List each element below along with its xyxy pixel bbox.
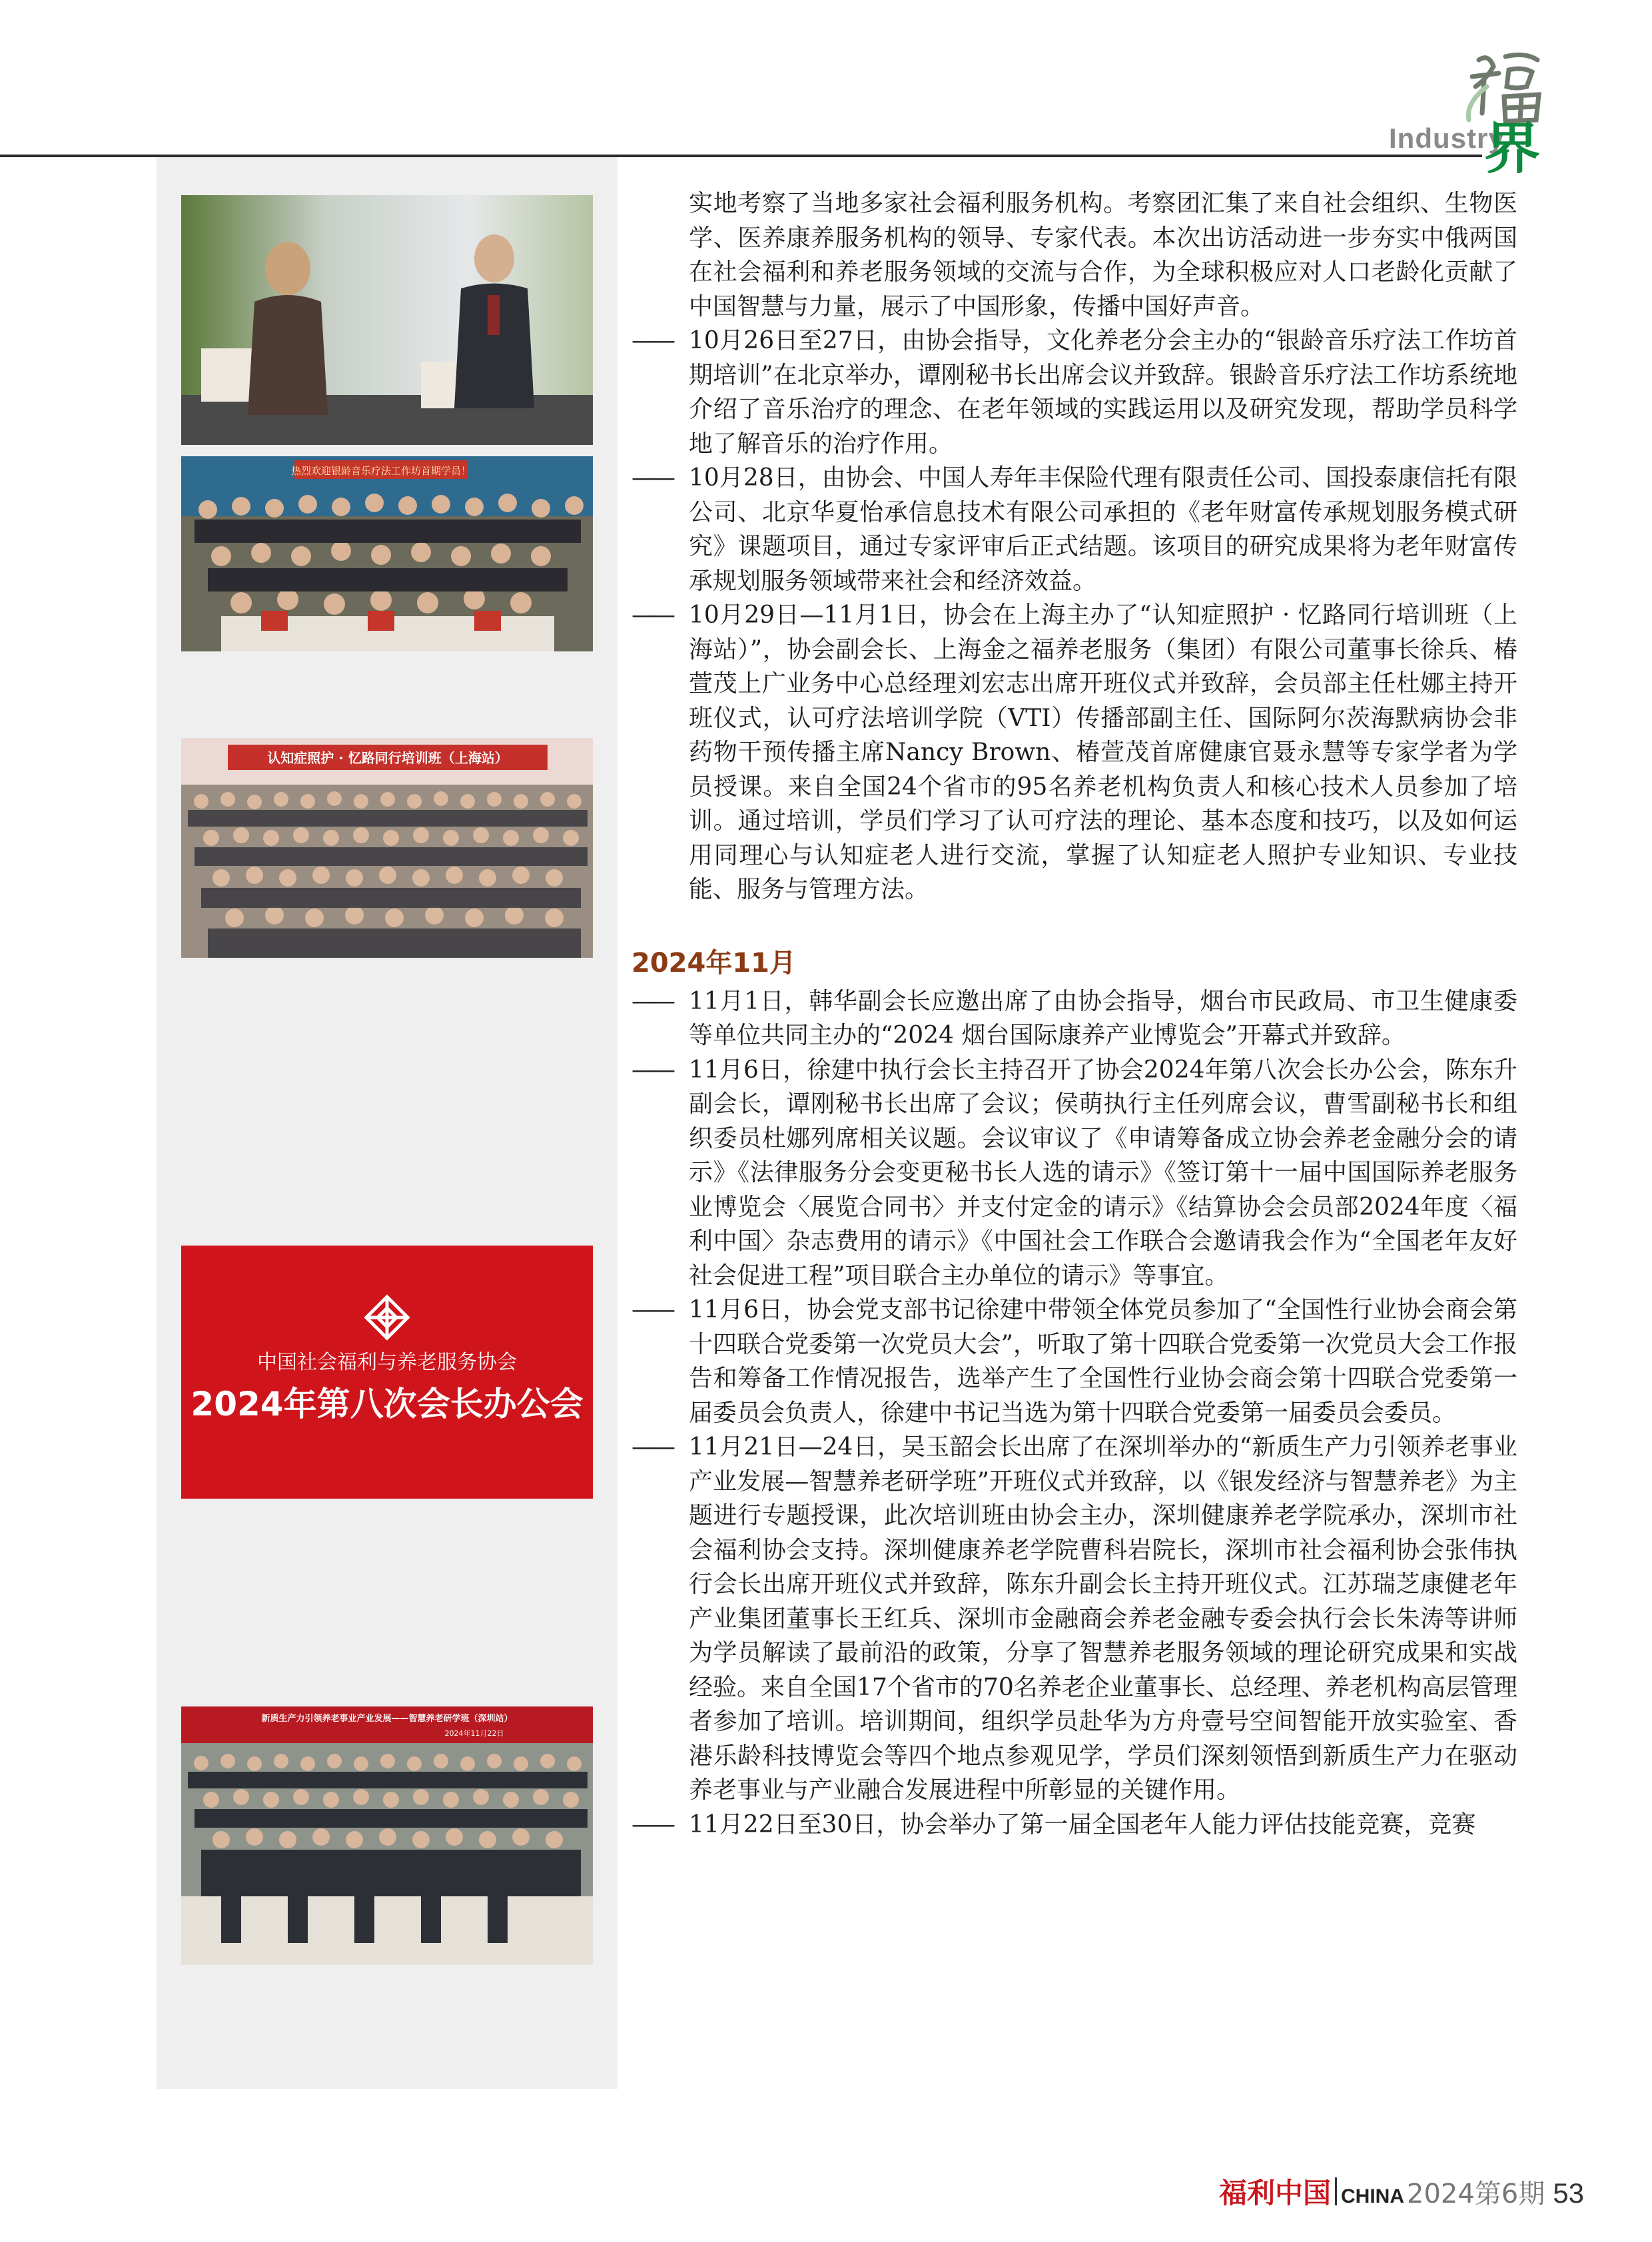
page-footer — [1219, 2171, 1584, 2211]
section-label-en: Industry — [1389, 123, 1505, 154]
paragraph-text: 11月22日至30日，协会举办了第一届全国老年人能力评估技能竞赛，竞赛 — [689, 1810, 1476, 1838]
photo5-banner: 新质生产力引领养老事业产业发展——智慧养老研学班（深圳站） — [261, 1714, 513, 1724]
em-dash-marker: —— — [631, 1056, 671, 1084]
em-dash-marker: —— — [631, 601, 671, 629]
paragraph-text: 10月29日—11月1日，协会在上海主办了“认知症照护 · 忆路同行培训班（上海站）”，协会副会长、上海金之福养老服务（集团）有限公司董事长徐兵、椿萱茂上广业务中心总经理刘宏志出席开班仪式并致辞，会员部主任杜娜主持开班仪式，认可疗法培训学院（VTI）传播部副主任、国际阿尔茨海默病协会非药物干预传播主席Nancy Brown、椿萱茂首席健康官聂永慧等专家学者为学员授课。来自全国24个省市的95名养老机构负责人和核心技术人员参加了培训。通过培训，学员们学习了认可疗法的理论、基本态度和技巧，以及如何运用同理心与认知症老人进行交流，掌握了认知症老人照护专业知识、专业技能、服务与管理方法。 — [689, 601, 1517, 903]
photo5-date: 2024年11月22日 — [444, 1729, 504, 1738]
photo4-title: 2024年第八次会长办公会 — [191, 1385, 584, 1423]
paragraph — [631, 1293, 1517, 1430]
em-dash-marker: —— — [631, 464, 671, 492]
paragraph-text: 11月21日—24日，吴玉韶会长出席了在深圳举办的“新质生产力引领养老事业产业发展—智慧养老研学班”开班仪式并致辞，以《银发经济与智慧养老》为主题进行专题授课，此次培训班由协会主办，深圳健康养老学院承办，深圳市社会福利协会支持。深圳健康养老学院曹科岩院长，深圳市社会福利协会张伟执行会长出席开班仪式并致辞，陈东升副会长主持开班仪式。江苏瑞芝康健老年产业集团董事长王红兵、深圳市金融商会养老金融专委会执行会长朱涛等讲师为学员解读了最前沿的政策，分享了智慧养老服务领域的理论研究成果和实战经验。来自全国17个省市的70名养老企业董事长、总经理、养老机构高层管理者参加了培训。培训期间，组织学员赴华为方舟壹号空间智能开放实验室、香港乐龄科技博览会等四个地点参观见学，学员们深刻领悟到新质生产力在驱动养老事业与产业融合发展进程中所彰显的关键作用。 — [689, 1433, 1517, 1804]
paragraph-group-october — [631, 187, 1517, 907]
section-label-cn: 界 — [1484, 116, 1541, 181]
photo3-banner: 认知症照护 · 忆路同行培训班（上海站） — [267, 750, 508, 766]
photo-dementia-training-group — [181, 738, 593, 958]
paragraph — [631, 324, 1517, 461]
em-dash-marker: —— — [631, 327, 671, 354]
magazine-name: 福利中国 — [1219, 2177, 1332, 2209]
paragraph — [631, 598, 1517, 907]
issue-number: 2024第6期 — [1407, 2179, 1545, 2209]
photo4-org: 中国社会福利与养老服务协会 — [257, 1351, 517, 1374]
paragraph-text: 11月1日，韩华副会长应邀出席了由协会指导，烟台市民政局、市卫生健康委等单位共同主办的“2024 烟台国际康养产业博览会”开幕式并致辞。 — [689, 987, 1517, 1049]
page-number: 53 — [1553, 2177, 1584, 2209]
month-heading: 2024年11月 — [631, 947, 796, 978]
article-body — [631, 187, 1517, 1842]
paragraph — [631, 1053, 1517, 1294]
paragraph — [631, 984, 1517, 1053]
paragraph-text: 10月26日至27日，由协会指导，文化养老分会主办的“银龄音乐疗法工作坊首期培训”在北京举办，谭刚秘书长出席会议并致辞。银龄音乐疗法工作坊系统地介绍了音乐治疗的理念、在老年领域的实践运用以及研究发现，帮助学员科学地了解音乐的治疗作用。 — [689, 327, 1517, 458]
photo-music-therapy-group — [181, 456, 593, 651]
em-dash-marker: —— — [631, 1296, 671, 1323]
photo2-banner: 热烈欢迎银龄音乐疗法工作坊首期学员！ — [290, 465, 472, 477]
footer-divider — [1335, 2177, 1337, 2205]
paragraph — [631, 1430, 1517, 1808]
paragraph-text: 实地考察了当地多家社会福利服务机构。考察团汇集了来自社会组织、生物医学、医养康养服务机构的领导、专家代表。本次出访活动进一步夯实中俄两国在社会福利和养老服务领域的交流与合作，为全球积极应对人口老龄化贡献了中国智慧与力量，展示了中国形象，传播中国好声音。 — [689, 190, 1517, 320]
paragraph — [631, 461, 1517, 598]
em-dash-marker: —— — [631, 1810, 671, 1838]
photo-meeting-banner — [181, 1246, 593, 1499]
em-dash-marker: —— — [631, 1433, 671, 1461]
magazine-china-label: CHINA — [1341, 2185, 1405, 2207]
paragraph-text: 11月6日，协会党支部书记徐建中带领全体党员参加了“全国性行业协会商会第十四联合党委第一次党员大会”，听取了第十四联合党委第一次党员大会工作报告和筹备工作情况报告，选举产生了全国性行业协会商会第十四联合党委第一届委员会负责人，徐建中书记当选为第十四联合党委第一届委员会委员。 — [689, 1296, 1517, 1427]
paragraph — [631, 187, 1517, 324]
paragraph-text: 11月6日，徐建中执行会长主持召开了协会2024年第八次会长办公会，陈东升副会长，谭刚秘书长出席了会议；侯萌执行主任列席会议，曹雪副秘书长和组织委员杜娜列席相关议题。会议审议了《申请筹备成立协会养老金融分会的请示》《法律服务分会变更秘书长人选的请示》《签订第十一届中国国际养老服务业博览会〈展览合同书〉并支付定金的请示》《结算协会会员部2024年度〈福利中国〉杂志费用的请示》《中国社会工作联合会邀请我会作为“全国老年友好社会促进工程”项目联合主办单位的请示》等事宜。 — [689, 1056, 1517, 1290]
paragraph — [631, 1808, 1517, 1842]
photo-shenzhen-study-group — [181, 1706, 593, 1965]
paragraph-text: 10月28日，由协会、中国人寿年丰保险代理有限责任公司、国投泰康信托有限公司、北京华夏怡承信息技术有限公司承担的《老年财富传承规划服务模式研究》课题项目，通过专家评审后正式结题。该项目的研究成果将为老年财富传承规划服务领域带来社会和经济效益。 — [689, 464, 1517, 595]
photo-forum-speakers — [181, 195, 593, 445]
paragraph-group-november — [631, 984, 1517, 1842]
em-dash-marker: —— — [631, 987, 671, 1015]
